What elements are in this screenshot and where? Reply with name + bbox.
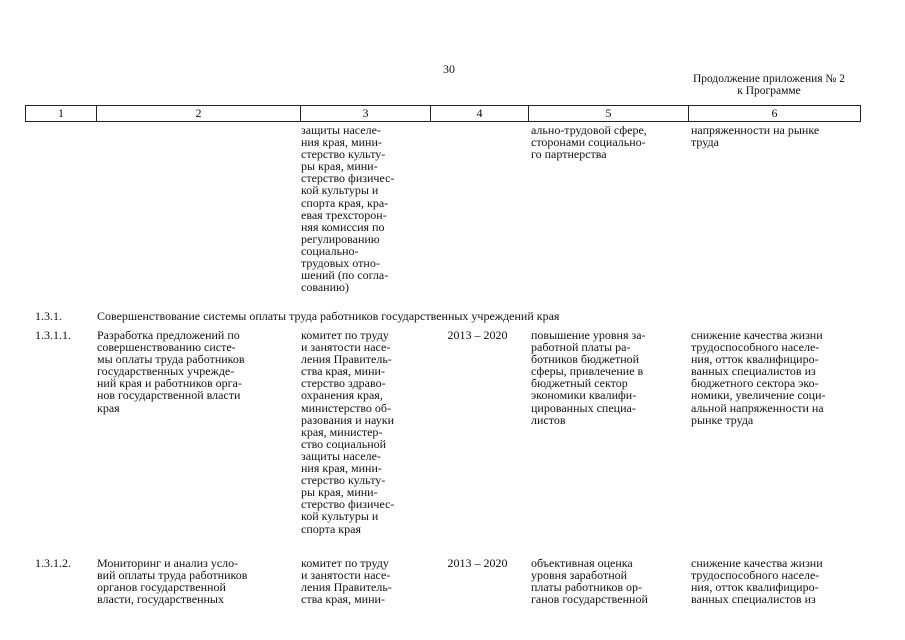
continuation-line-2: к Программе bbox=[737, 85, 801, 97]
cell-period: 2013 – 2020 bbox=[447, 556, 508, 570]
cell-consequence: снижение качества жизни трудоспособного населе- ния, отток квалифициро- ванных специалистов из bbox=[691, 556, 823, 607]
cell-number: 1.3.1.1. bbox=[35, 328, 71, 342]
cell-result: объективная оценка уровня заработной платы работников ор- ганов государственной bbox=[531, 556, 648, 607]
cell-executors: комитет по труду и занятости насе- ления Правитель- ства края, мини- стерство здраво- охранения края, министерство об- разования и науки края, министер- ство социальной защиты населе- ния края, мини- стерство культу- ры края, мини- стерство физичес- кой культуры и спорта края bbox=[301, 328, 395, 536]
cell-executors: комитет по труду и занятости насе- ления Правитель- ства края, мини- bbox=[301, 556, 392, 607]
continuation-note bbox=[680, 73, 858, 97]
table-header-row bbox=[25, 105, 861, 122]
continuation-line-1: Продолжение приложения № 2 bbox=[692, 73, 846, 85]
header-col-5: 5 bbox=[528, 106, 688, 121]
section-title: Совершенствование системы оплаты труда работников государственных учреждений края bbox=[97, 309, 560, 323]
cell-measure: Разработка предложений по совершенствованию систе- мы оплаты труда работников государственных учрежде- ний края и работников орга- нов государственной власти края bbox=[97, 328, 245, 415]
cell-number: 1.3.1.2. bbox=[35, 556, 71, 570]
cell-period: 2013 – 2020 bbox=[447, 328, 508, 342]
header-col-6: 6 bbox=[688, 106, 860, 121]
cell-result: ально-трудовой сфере, сторонами социально- го партнерства bbox=[531, 123, 647, 162]
cell-number: 1.3.1. bbox=[35, 309, 62, 323]
header-col-3: 3 bbox=[300, 106, 430, 121]
header-col-2: 2 bbox=[96, 106, 300, 121]
cell-measure: Мониторинг и анализ усло- вий оплаты труда работников органов государственной власти, государственных bbox=[97, 556, 248, 607]
header-col-1: 1 bbox=[58, 106, 64, 120]
cell-result: повышение уровня за- работной платы ра- ботников бюджетной сферы, привлечение в бюджетный сектор экономики квалифи- цированных специа- листов bbox=[531, 328, 646, 427]
header-col-4: 4 bbox=[430, 106, 528, 121]
cell-executors: защиты населе- ния края, мини- стерство культу- ры края, мини- стерство физичес- кой культуры и спорта края, кра- евая трехсторон- няя комиссия по регулированию социально- трудовых отно- шений (по согла- сованию) bbox=[301, 123, 395, 295]
cell-consequence: снижение качества жизни трудоспособного населе- ния, отток квалифициро- ванных специалистов из бюджетного сектора эко- номики, увеличение соци- альной напряженности на рынке труда bbox=[691, 328, 826, 427]
program-table bbox=[25, 105, 861, 607]
page-number: 30 bbox=[443, 62, 455, 76]
cell-consequence: напряженности на рынке труда bbox=[691, 123, 820, 150]
